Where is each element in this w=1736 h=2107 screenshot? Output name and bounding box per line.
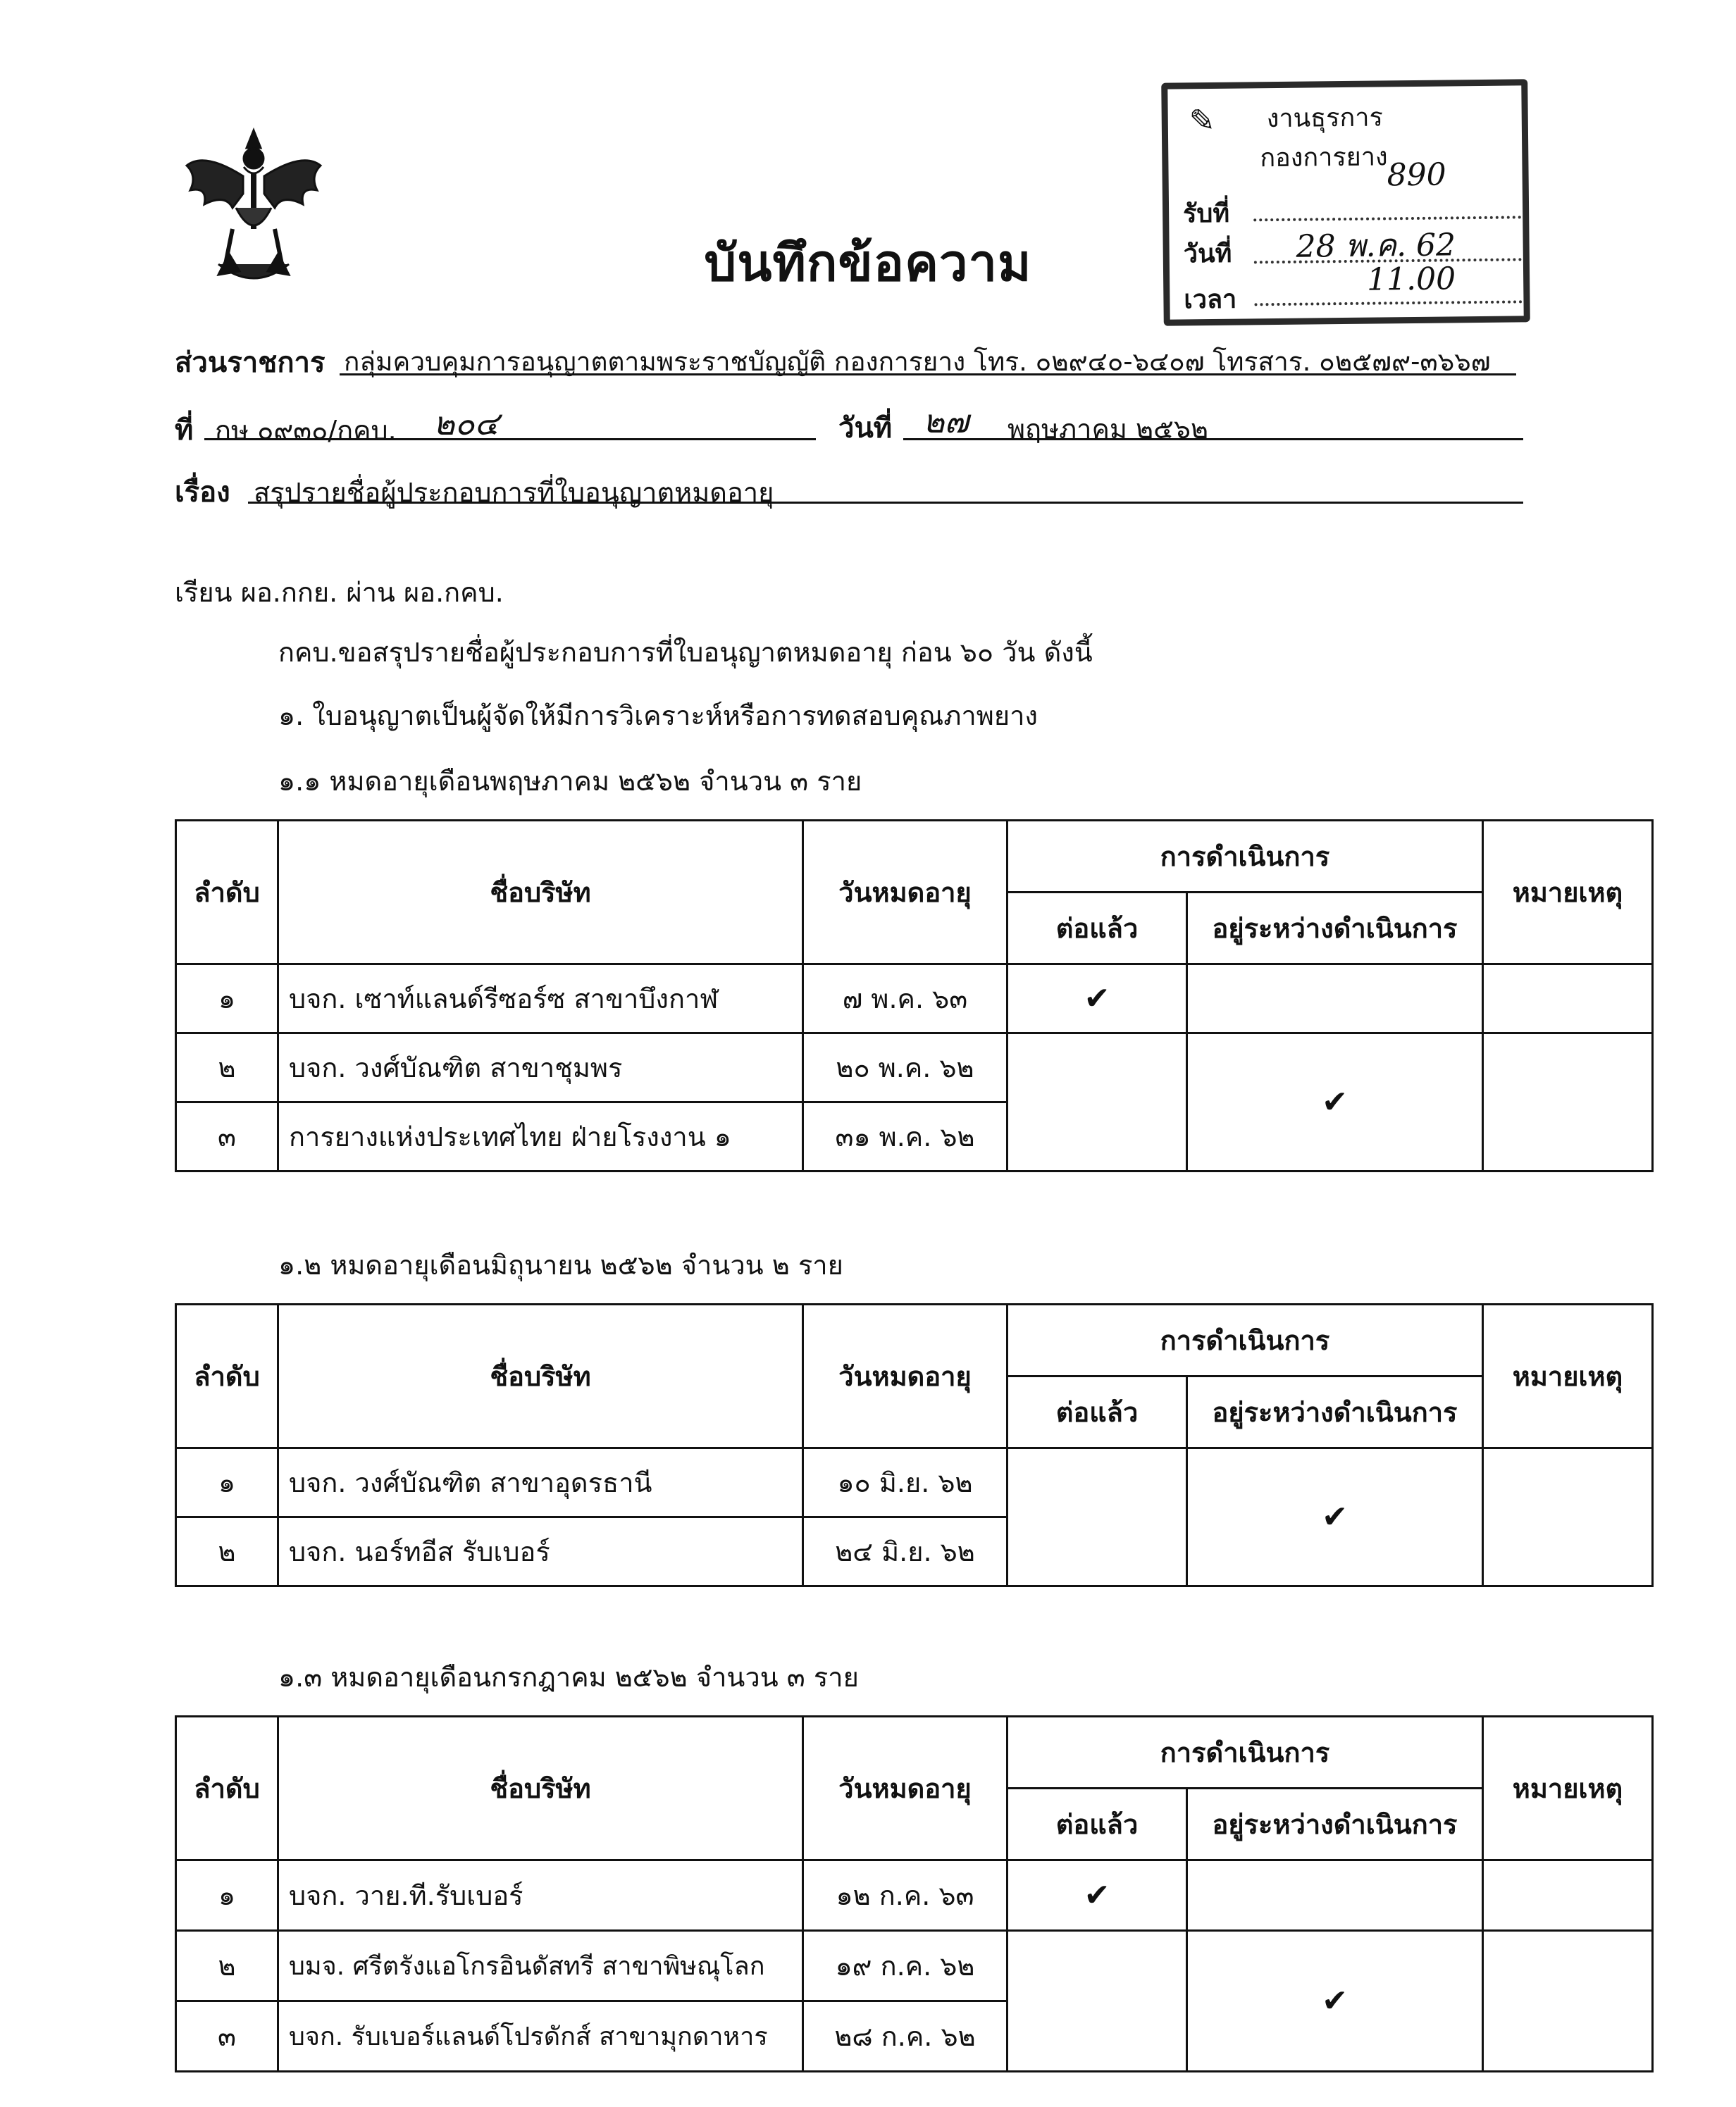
row-company: การยางแห่งประเทศไทย ฝ่ายโรงงาน ๑	[278, 1102, 803, 1171]
subject-value: สรุปรายชื่อผู้ประกอบการที่ใบอนุญาตหมดอายุ	[254, 477, 774, 508]
row-order: ๒	[176, 1517, 278, 1586]
receipt-stamp	[1161, 79, 1530, 325]
renewed-cell	[1008, 1448, 1187, 1586]
row-expiry: ๗ พ.ค. ๖๓	[803, 964, 1008, 1033]
intro-paragraph: กคบ.ขอสรุปรายชื่อผู้ประกอบการที่ใบอนุญาตหมดอายุ ก่อน ๖๐ วัน ดังนี้	[278, 637, 1093, 668]
date-underline	[903, 438, 1523, 440]
row-company: บจก. เซาท์แลนด์รีซอร์ซ สาขาบึงกาฬ	[278, 964, 803, 1033]
row-order: ๓	[176, 2001, 278, 2072]
ref-number: ๒๐๔	[433, 404, 500, 442]
stamp-line-2: กองการยาง	[1260, 142, 1388, 173]
stamp-time-label: เวลา	[1184, 285, 1237, 315]
renewed-check-icon: ✔	[1008, 964, 1187, 1033]
col-header-remark: หมายเหตุ	[1483, 1305, 1653, 1448]
row-company: บจก. วาย.ที.รับเบอร์	[278, 1860, 803, 1931]
col-header-order: ลำดับ	[176, 1305, 278, 1448]
row-expiry: ๑๙ ก.ค. ๖๒	[803, 1931, 1008, 2001]
table-row	[176, 1931, 1653, 2001]
subject-label: เรื่อง	[175, 476, 230, 509]
license-table-may	[175, 819, 1654, 1172]
renewed-check-icon: ✔	[1008, 1860, 1187, 1931]
ref-value: กษ ๐๙๓๐/กคบ.	[215, 415, 397, 446]
renewed-cell	[1008, 1931, 1187, 2072]
col-header-order: ลำดับ	[176, 821, 278, 964]
table-row	[176, 1448, 1653, 1517]
col-header-expiry: วันหมดอายุ	[803, 821, 1008, 964]
date-month-year: พฤษภาคม ๒๕๖๒	[1008, 414, 1209, 445]
stamp-received-label: รับที่	[1182, 199, 1230, 229]
stamp-received-number: 890	[1387, 156, 1446, 194]
row-order: ๑	[176, 1448, 278, 1517]
stamp-time-value: 11.00	[1366, 261, 1456, 298]
table-row	[176, 964, 1653, 1033]
col-header-in-progress: อยู่ระหว่างดำเนินการ	[1187, 1376, 1483, 1448]
col-header-remark: หมายเหตุ	[1483, 821, 1653, 964]
row-order: ๑	[176, 1860, 278, 1931]
remark-cell	[1483, 1931, 1653, 2072]
row-expiry: ๓๑ พ.ค. ๖๒	[803, 1102, 1008, 1171]
table-row	[176, 1860, 1653, 1931]
date-label: วันที่	[838, 412, 893, 445]
ref-label: ที่	[175, 414, 194, 447]
row-expiry: ๒๐ พ.ค. ๖๒	[803, 1033, 1008, 1102]
col-header-action: การดำเนินการ	[1008, 821, 1483, 893]
stamp-date-label: วันที่	[1183, 239, 1232, 269]
col-header-in-progress: อยู่ระหว่างดำเนินการ	[1187, 893, 1483, 964]
section-1-3-heading: ๑.๓ หมดอายุเดือนกรกฎาคม ๒๕๖๒ จำนวน ๓ ราย	[278, 1662, 859, 1693]
col-header-renewed: ต่อแล้ว	[1008, 1376, 1187, 1448]
col-header-action: การดำเนินการ	[1008, 1305, 1483, 1376]
row-company: บจก. รับเบอร์แลนด์โปรดักส์ สาขามุกดาหาร	[278, 2001, 803, 2072]
col-header-expiry: วันหมดอายุ	[803, 1305, 1008, 1448]
date-day: ๒๗	[923, 402, 969, 440]
remark-cell	[1483, 1033, 1653, 1171]
license-table-july	[175, 1715, 1654, 2072]
col-header-company: ชื่อบริษัท	[278, 1717, 803, 1860]
table-row	[176, 1033, 1653, 1102]
col-header-action: การดำเนินการ	[1008, 1717, 1483, 1789]
section-1-1-heading: ๑.๑ หมดอายุเดือนพฤษภาคม ๒๕๖๒ จำนวน ๓ ราย	[278, 766, 862, 797]
row-order: ๑	[176, 964, 278, 1033]
agency-value: กลุ่มควบคุมการอนุญาตตามพระราชบัญญัติ กองการยาง โทร. ๐๒๙๔๐-๖๔๐๗ โทรสาร. ๐๒๕๗๙-๓๖๖๗	[344, 347, 1491, 377]
row-expiry: ๒๔ มิ.ย. ๖๒	[803, 1517, 1008, 1586]
renewed-cell	[1008, 1033, 1187, 1171]
row-order: ๓	[176, 1102, 278, 1171]
subject-underline	[248, 502, 1523, 504]
row-expiry: ๒๘ ก.ค. ๖๒	[803, 2001, 1008, 2072]
row-company: บจก. วงศ์บัณฑิต สาขาชุมพร	[278, 1033, 803, 1102]
col-header-renewed: ต่อแล้ว	[1008, 893, 1187, 964]
col-header-expiry: วันหมดอายุ	[803, 1717, 1008, 1860]
col-header-company: ชื่อบริษัท	[278, 1305, 803, 1448]
row-expiry: ๑๐ มิ.ย. ๖๒	[803, 1448, 1008, 1517]
license-table-june	[175, 1303, 1654, 1587]
ref-underline	[204, 438, 816, 440]
stamp-clip-icon: ✎	[1189, 102, 1215, 139]
row-company: บมจ. ศรีตรังแอโกรอินดัสทรี สาขาพิษณุโลก	[278, 1931, 803, 2001]
stamp-line-1: งานธุรการ	[1266, 103, 1384, 134]
in-progress-cell	[1187, 964, 1483, 1033]
in-progress-cell	[1187, 1860, 1483, 1931]
salutation: เรียน ผอ.กกย. ผ่าน ผอ.กคบ.	[175, 577, 504, 608]
agency-label: ส่วนราชการ	[175, 347, 326, 379]
col-header-order: ลำดับ	[176, 1717, 278, 1860]
in-progress-check-icon: ✔	[1187, 1448, 1483, 1586]
remark-cell	[1483, 964, 1653, 1033]
col-header-remark: หมายเหตุ	[1483, 1717, 1653, 1860]
row-company: บจก. วงศ์บัณฑิต สาขาอุดรธานี	[278, 1448, 803, 1517]
row-order: ๒	[176, 1033, 278, 1102]
item-1-heading: ๑. ใบอนุญาตเป็นผู้จัดให้มีการวิเคราะห์หรือการทดสอบคุณภาพยาง	[278, 700, 1038, 731]
remark-cell	[1483, 1448, 1653, 1586]
in-progress-check-icon: ✔	[1187, 1931, 1483, 2072]
row-expiry: ๑๒ ก.ค. ๖๓	[803, 1860, 1008, 1931]
page-title: บันทึกข้อความ	[704, 233, 1032, 292]
row-company: บจก. นอร์ทอีส รับเบอร์	[278, 1517, 803, 1586]
row-order: ๒	[176, 1931, 278, 2001]
section-1-2-heading: ๑.๒ หมดอายุเดือนมิถุนายน ๒๕๖๒ จำนวน ๒ ราย	[278, 1250, 843, 1281]
col-header-renewed: ต่อแล้ว	[1008, 1789, 1187, 1860]
col-header-in-progress: อยู่ระหว่างดำเนินการ	[1187, 1789, 1483, 1860]
agency-underline	[340, 373, 1516, 375]
in-progress-check-icon: ✔	[1187, 1033, 1483, 1171]
remark-cell	[1483, 1860, 1653, 1931]
stamp-date-value: 28 พ.ค. 62	[1296, 227, 1456, 265]
col-header-company: ชื่อบริษัท	[278, 821, 803, 964]
